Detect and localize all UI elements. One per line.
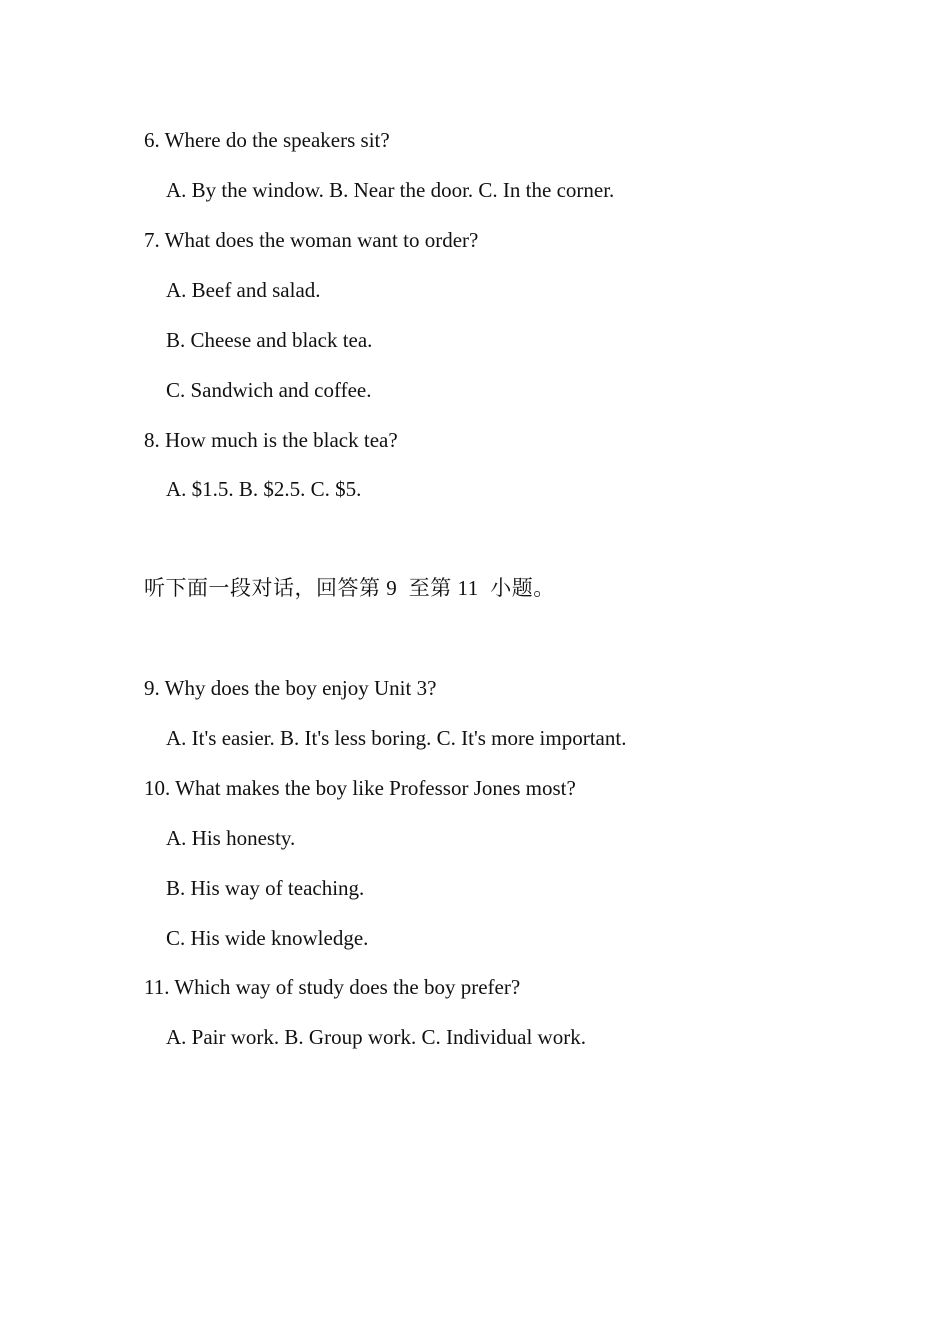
- question-9: 9. Why does the boy enjoy Unit 3?: [144, 676, 437, 700]
- question-6-options: A. By the window. B. Near the door. C. In the corner.: [166, 178, 615, 202]
- question-9-options: A. It's easier. B. It's less boring. C. It's more important.: [166, 726, 627, 750]
- question-10: 10. What makes the boy like Professor Jones most?: [144, 776, 576, 800]
- question-10-option-a: A. His honesty.: [166, 826, 296, 850]
- question-11-options: A. Pair work. B. Group work. C. Individual work.: [166, 1025, 586, 1049]
- question-8: 8. How much is the black tea?: [144, 428, 398, 452]
- question-11: 11. Which way of study does the boy prefer?: [144, 975, 521, 999]
- question-8-options: A. $1.5. B. $2.5. C. $5.: [166, 477, 362, 501]
- question-10-option-c: C. His wide knowledge.: [166, 926, 369, 950]
- section-instruction: 听下面一段对话，回答第 9 至第 11 小题。: [144, 576, 555, 600]
- question-7-option-c: C. Sandwich and coffee.: [166, 378, 372, 402]
- question-6: 6. Where do the speakers sit?: [144, 128, 390, 152]
- question-7: 7. What does the woman want to order?: [144, 228, 479, 252]
- question-7-option-b: B. Cheese and black tea.: [166, 328, 373, 352]
- question-10-option-b: B. His way of teaching.: [166, 876, 365, 900]
- question-7-option-a: A. Beef and salad.: [166, 278, 321, 302]
